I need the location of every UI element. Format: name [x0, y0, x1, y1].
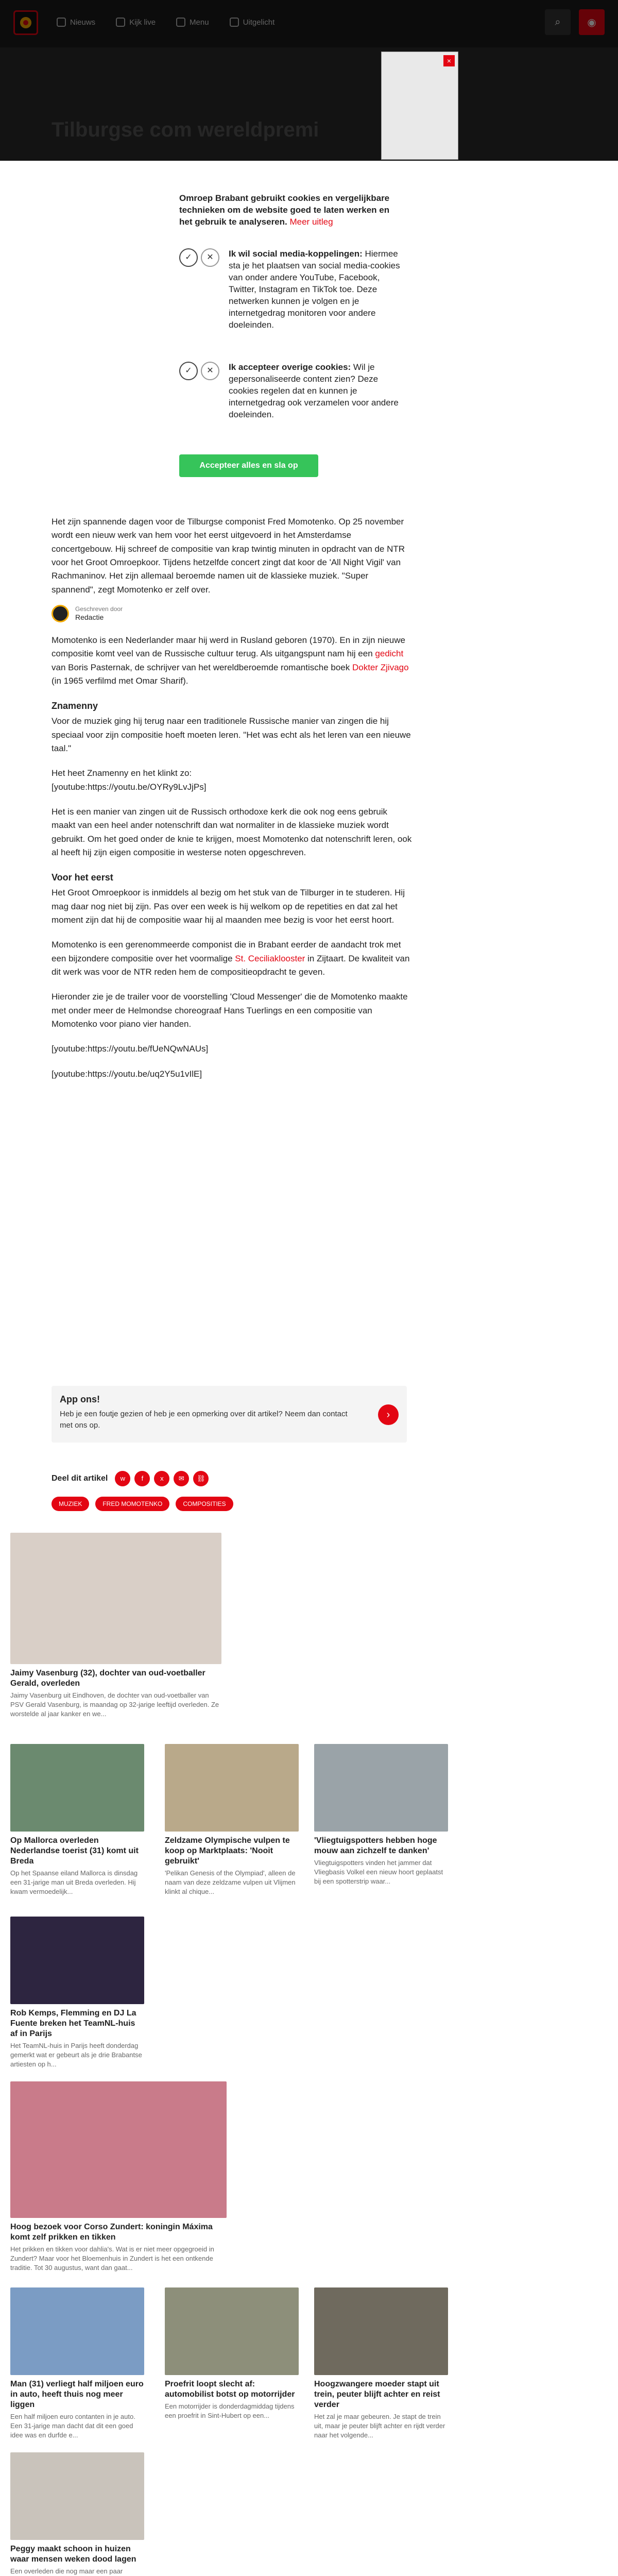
paragraph: Het is een manier van zingen uit de Russisch orthodoxe kerk die ook nog eens gebruik maakt van een heel ander notenschrift dan wat normaliter in de klassieke muziek wordt gebruikt. Om het goed onder de knie te krijgen, moest Momotenko dat notenschrift leren, ook al heeft hij zijn eigen compositie in westerse noten opgeschreven. [52, 807, 412, 858]
paragraph: Momotenko is een gerenommeerde componist die in Brabant eerder de aandacht trok met een bijzondere compositie over het voormalige St. Ceciliaklooster in Zijtaart. De kwaliteit van dit werk was voor de NTR reden hem de compositieopdracht te geven. [52, 940, 410, 977]
card-image [314, 1744, 448, 1832]
link-icon[interactable]: ⛓ [193, 1471, 209, 1486]
share-label: Deel dit artikel [52, 1474, 108, 1483]
related-card[interactable]: Jaimy Vasenburg (32), dochter van oud-voetballer Gerald, overleden Jaimy Vasenburg uit Eindhoven, de dochter van oud-voetballer van PSV Gerald Vasenburg, is maandag op 32-jarige leeftijd overleden. Ze worstelde al jaar kanker en we... [10, 1533, 221, 1719]
link-gedicht[interactable]: gedicht [375, 649, 404, 659]
card-image [10, 2081, 227, 2218]
cookie-consent-dialog [52, 161, 515, 490]
reject-social-toggle[interactable]: ✕ [201, 248, 219, 267]
card-image [10, 1917, 144, 2004]
hero-image [381, 52, 458, 160]
card-image [10, 2452, 144, 2540]
modal-backdrop [0, 0, 618, 161]
related-card[interactable]: Rob Kemps, Flemming en DJ La Fuente breken het TeamNL-huis af in Parijs Het TeamNL-huis in Parijs heeft donderdag gemerkt wat er gebeurt als je drie Brabantse artiesten op h... [10, 1917, 144, 2070]
accept-all-button[interactable]: Accepteer alles en sla op [179, 454, 318, 477]
related-card[interactable]: Op Mallorca overleden Nederlandse toerist (31) komt uit Breda Op het Spaanse eiland Mallorca is dinsdag een 31-jarige man uit Breda overleden. Hij kwam vermoedelijk... [10, 1744, 144, 1897]
close-icon[interactable]: × [443, 55, 455, 66]
cookie-option-other: ✓ ✕ Ik accepteer overige cookies: Wil je gepersonaliseerde content zien? Deze cookies regelen dat en kunnen je internetgedrag ook verzamelen voor andere doeleinden. [179, 362, 406, 421]
author-byline: Geschreven door Redactie [52, 605, 412, 622]
card-image [165, 1744, 299, 1832]
article-intro: Het zijn spannende dagen voor de Tilburgse componist Fred Momotenko. Op 25 november wordt een nieuw werk van hem voor het eerst uitgevoerd in het Amsterdamse concertgebouw. Hij schreef de compositie van krap twintig minuten in opdracht van de NTR voor het Groot Omroepkoor. Tijdens hetzelfde concert zingt dat koor de 'All Night Vigil' van Rachmaninov. Het zijn allemaal beroemde namen uit de klassieke muziek. "Super spannend", zegt Momotenko er zelf over. [52, 517, 405, 595]
link-ceciliaklooster[interactable]: St. Ceciliaklooster [235, 953, 305, 963]
arrow-right-icon[interactable]: › [378, 1404, 399, 1425]
tag-list [52, 1497, 233, 1511]
paragraph: Hieronder zie je de trailer voor de voorstelling 'Cloud Messenger' die de Momotenko maakte met onder meer de Helmondse choreograaf Hans Tuerlings en een compositie van Momotenko voor piano vier handen. [52, 992, 408, 1029]
related-card[interactable]: Zeldzame Olympische vulpen te koop op Marktplaats: 'Nooit gebruikt' 'Pelikan Genesis of the Olympiad', alleen de naam van deze zeldzame vulpen uit Vlijmen klinkt al chique... [165, 1744, 299, 1897]
more-info-link[interactable]: Meer uitleg [289, 216, 333, 227]
app-box-title: App ons! [60, 1394, 100, 1404]
x-icon[interactable]: x [154, 1471, 169, 1486]
related-card[interactable]: Man (31) verliegt half miljoen euro in auto, heeft thuis nog meer liggen Een half miljoen euro contanten in je auto. Een 31-jarige man dacht dat dit een goed idee was en durfde e... [10, 2287, 144, 2441]
related-card[interactable]: Proefrit loopt slecht af: automobilist botst op motorrijder Een motorrijder is donderdagmiddag tijdens een proefrit in Sint-Hubert op een... [165, 2287, 299, 2420]
cookie-title: Omroep Brabant gebruikt cookies en vergelijkbare technieken om de website goed te laten werken en het gebruik te analyseren. Meer uitleg [179, 193, 390, 227]
app-us-box[interactable] [52, 1386, 407, 1443]
subheading: Znamenny [52, 701, 98, 711]
author-avatar [52, 605, 69, 622]
paragraph: Het Groot Omroepkoor is inmiddels al bezig om het stuk van de Tilburger in te studeren. Hij mag daar nog niet bij zijn. Pas over een week is hij welkom op de repetities en dat zal het moment zijn dat hij de compositie waar hij al maanden mee bezig is voor het eerst hoort. [52, 888, 405, 925]
tag-composities[interactable]: COMPOSITIES [176, 1497, 233, 1511]
tag-fred-momotenko[interactable]: FRED MOMOTENKO [95, 1497, 169, 1511]
accept-other-toggle[interactable]: ✓ [179, 362, 198, 380]
youtube-embed-placeholder[interactable]: [youtube:https://youtu.be/OYRy9LvJjPs] [52, 782, 207, 792]
facebook-icon[interactable]: f [134, 1471, 150, 1486]
share-bar [52, 1471, 209, 1486]
paragraph: Het heet Znamenny en het klinkt zo: [52, 768, 192, 778]
app-box-description: Heb je een foutje gezien of heb je een opmerking over dit artikel? Neem dan contact met ons op. [60, 1410, 348, 1430]
article-body [52, 515, 412, 1092]
whatsapp-icon[interactable]: w [115, 1471, 130, 1486]
tag-muziek[interactable]: MUZIEK [52, 1497, 89, 1511]
youtube-embed-placeholder[interactable]: [youtube:https://youtu.be/uq2Y5u1vIlE] [52, 1069, 202, 1079]
related-card[interactable]: Hoogzwangere moeder stapt uit trein, peuter blijft achter en reist verder Het zal je maar gebeuren. Je stapt de trein uit, maar je peuter blijft achter en rijdt verder naar het volgende... [314, 2287, 448, 2441]
card-image [10, 1744, 144, 1832]
card-image [10, 2287, 144, 2375]
paragraph: Momotenko is een Nederlander maar hij werd in Rusland geboren (1970). En in zijn nieuwe compositie komt veel van de Russische cultuur terug. Als uitgangspunt nam hij een gedicht van Boris Pasternak, de schrijver van het wereldberoemde romantische boek Dokter Zjivago (in 1965 verfilmd met Omar Sharif). [52, 635, 409, 686]
cookie-option-social: ✓ ✕ Ik wil social media-koppelingen: Hiermee sta je het plaatsen van social media-cookies van onder andere YouTube, Facebook, Twitter, Instagram en TikTok toe. Deze netwerken kunnen je volgen en je internetgedrag monitoren voor andere doeleinden. [179, 248, 406, 331]
paragraph: Voor de muziek ging hij terug naar een traditionele Russische manier van zingen die hij speciaal voor zijn compositie hoeft moeten leren. "Het was echt als het leren van een nieuwe taal." [52, 716, 411, 754]
accept-social-toggle[interactable]: ✓ [179, 248, 198, 267]
subheading: Voor het eerst [52, 872, 113, 883]
related-card[interactable]: Peggy maakt schoon in huizen waar mensen weken dood lagen Een overleden die nog maar een paar [10, 2452, 144, 2576]
reject-other-toggle[interactable]: ✕ [201, 362, 219, 380]
mail-icon[interactable]: ✉ [174, 1471, 189, 1486]
link-dokter-zjivago[interactable]: Dokter Zjivago [352, 662, 409, 672]
card-image [10, 1533, 221, 1664]
related-card[interactable]: Hoog bezoek voor Corso Zundert: koningin Máxima komt zelf prikken en tikken Het prikken en tikken voor dahlia's. Wat is er niet meer opgegroeid in Zundert? Maar voor het Bloemenhuis in Zundert is het een ontkende traditie. Tot 30 augustus, want dan gaat... [10, 2081, 227, 2273]
related-card[interactable]: 'Vliegtuigspotters hebben hoge mouw aan zichzelf te danken' Vliegtuigspotters vinden het jammer dat Vliegbasis Volkel een nieuw hoort geplaatst bij een spotterstrip waar... [314, 1744, 448, 1887]
card-image [314, 2287, 448, 2375]
youtube-embed-placeholder[interactable]: [youtube:https://youtu.be/fUeNQwNAUs] [52, 1044, 209, 1054]
card-image [165, 2287, 299, 2375]
